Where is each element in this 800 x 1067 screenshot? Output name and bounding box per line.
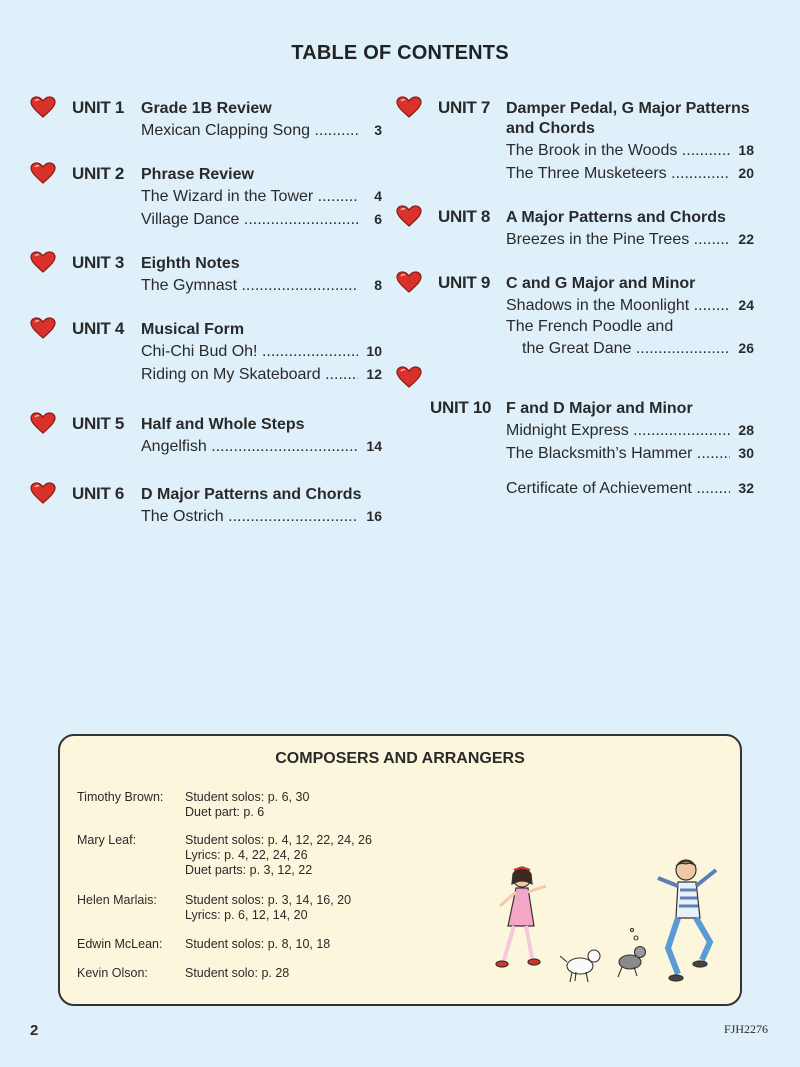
- unit-title: Musical Form: [141, 321, 245, 338]
- unit-label: UNIT 5: [72, 414, 125, 433]
- children-dancing-illustration: [480, 856, 740, 1001]
- dog-figure: [618, 929, 646, 978]
- composers-title: COMPOSERS AND ARRANGERS: [275, 750, 525, 767]
- song-entry[interactable]: The French Poodle and the Great Dane ..... 26: [506, 317, 754, 360]
- unit-2: [30, 162, 382, 231]
- page-title: TABLE OF CONTENTS: [291, 42, 509, 64]
- song-entry[interactable]: Breezes in the Pine Trees ..... 22: [506, 228, 754, 251]
- unit-title: A Major Patterns and Chords: [506, 209, 726, 226]
- song-entry[interactable]: Shadows in the Moonlight ..... 24: [506, 294, 754, 317]
- unit-label: UNIT 2: [72, 164, 125, 183]
- unit-label: UNIT 7: [438, 98, 491, 117]
- heart-icon: [30, 251, 56, 273]
- catalog-code: FJH2276: [723, 1022, 768, 1036]
- song-entry[interactable]: The Ostrich ..... 16: [141, 505, 382, 528]
- unit-6: [30, 482, 382, 528]
- song-entry[interactable]: Angelfish ..... 14: [141, 435, 382, 458]
- heart-icon: [30, 412, 56, 434]
- unit-label: UNIT 1: [72, 98, 125, 117]
- page-number: 2: [30, 1022, 39, 1039]
- song-entry[interactable]: Chi-Chi Bud Oh! ..... 10: [141, 340, 382, 363]
- unit-10: [396, 366, 754, 465]
- unit-label: UNIT 8: [438, 207, 491, 226]
- unit-title: Damper Pedal, G Major Patterns: [506, 100, 750, 117]
- unit-5: [30, 412, 382, 458]
- heart-icon: [30, 317, 56, 339]
- unit-label: UNIT 6: [72, 484, 125, 503]
- song-entry[interactable]: Midnight Express ..... 28: [506, 419, 754, 442]
- boy-figure: [658, 860, 716, 981]
- heart-icon: [30, 482, 56, 504]
- song-entry[interactable]: Mexican Clapping Song ..... 3: [141, 119, 382, 142]
- unit-4: [30, 317, 382, 386]
- song-entry[interactable]: The Blacksmith’s Hammer ..... 30: [506, 442, 754, 465]
- unit-title: Grade 1B Review: [141, 100, 272, 117]
- unit-title: D Major Patterns and Chords: [141, 486, 362, 503]
- unit-1: [30, 96, 382, 142]
- girl-figure: [496, 867, 546, 967]
- unit-title: Eighth Notes: [141, 255, 240, 272]
- toc-left-column: [30, 96, 382, 548]
- unit-title: Phrase Review: [141, 166, 254, 183]
- unit-9: [396, 271, 754, 360]
- unit-7: [396, 96, 754, 185]
- song-entry[interactable]: Certificate of Achievement ..... 32: [506, 477, 754, 500]
- unit-label: UNIT 3: [72, 253, 125, 272]
- composers-box: COMPOSERS AND ARRANGERS Timothy Brown: Student solos: p. 6, 30 Duet part: p. 6 Mary Leaf: Student solos: p. 4, 12, 22, 24, 26 Lyrics: p. 4, 22, 24, 26 Duet parts: p. 3, 12, 22 Helen Marlais: Student solos: p. 3, 14, 16, 20 Lyrics: p. 6, 12, 14, 20 Edwin McLean: Student solos: p. 8, 10, 18 Kevin Olson: Student solo: p. 28: [58, 734, 742, 1006]
- certificate-entry: [506, 477, 754, 500]
- song-entry[interactable]: The Three Musketeers ..... 20: [506, 162, 754, 185]
- unit-title: Half and Whole Steps: [141, 416, 305, 433]
- unit-8: [396, 205, 754, 251]
- song-entry[interactable]: The Gymnast ..... 8: [141, 274, 382, 297]
- unit-title: F and D Major and Minor: [506, 400, 693, 417]
- song-entry[interactable]: Riding on My Skateboard ..... 12: [141, 363, 382, 386]
- unit-3: [30, 251, 382, 297]
- heart-icon: [396, 271, 422, 293]
- song-entry[interactable]: The Wizard in the Tower ..... 4: [141, 185, 382, 208]
- heart-icon: [396, 205, 422, 227]
- heart-icon: [396, 366, 422, 388]
- song-entry[interactable]: Village Dance ..... 6: [141, 208, 382, 231]
- unit-label: UNIT 4: [72, 319, 125, 338]
- song-entry[interactable]: The Brook in the Woods ..... 18: [506, 139, 754, 162]
- unit-title-continued: and Chords: [506, 120, 595, 137]
- unit-title: C and G Major and Minor: [506, 275, 696, 292]
- dog-figure: [560, 950, 600, 982]
- unit-label: UNIT 9: [438, 273, 491, 292]
- toc-right-column: [396, 96, 754, 500]
- unit-label: UNIT 10: [430, 398, 492, 417]
- heart-icon: [30, 162, 56, 184]
- heart-icon: [30, 96, 56, 118]
- heart-icon: [396, 96, 422, 118]
